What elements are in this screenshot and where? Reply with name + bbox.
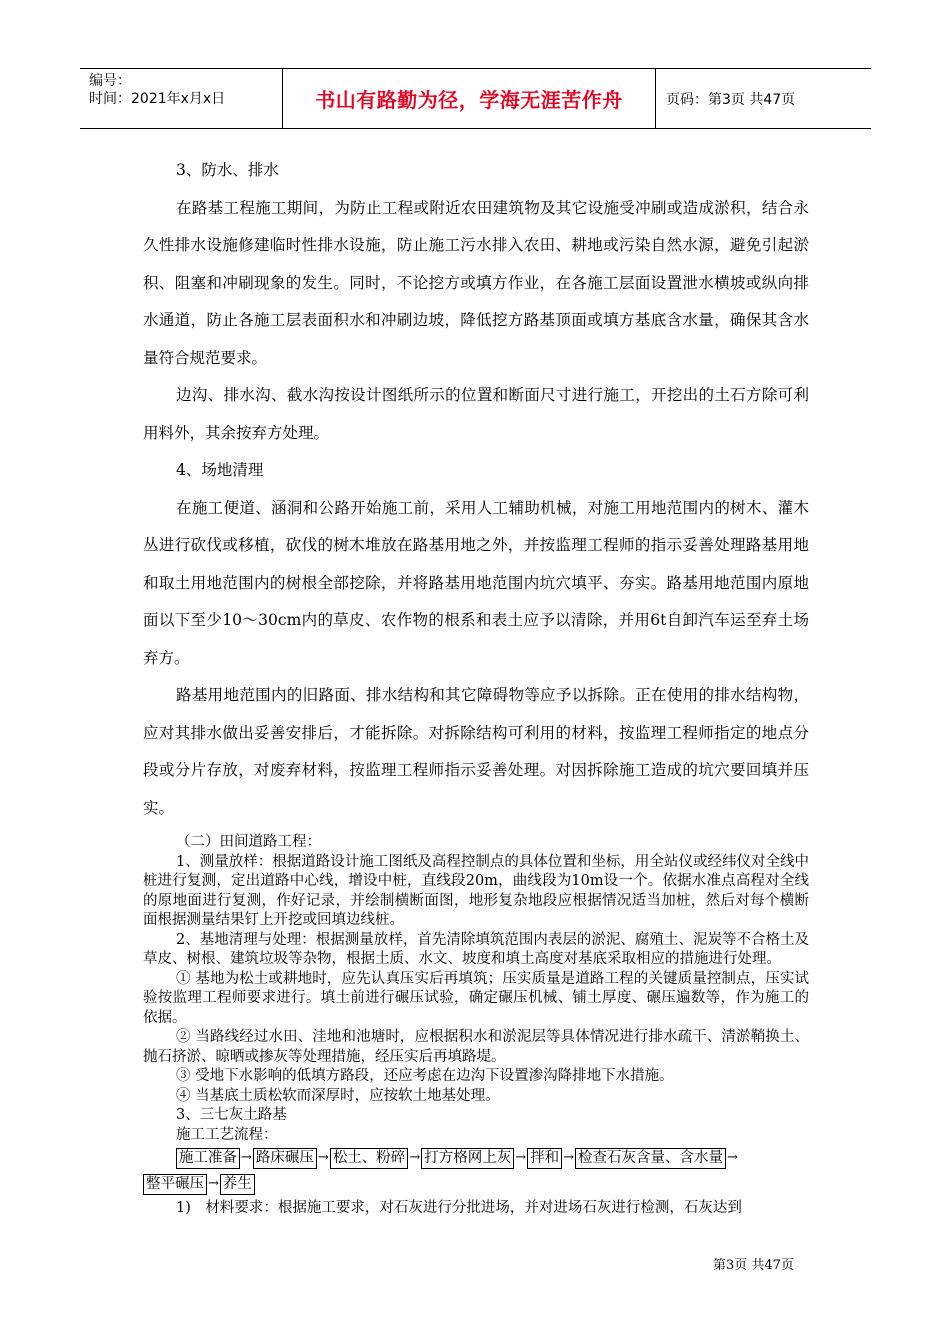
- arrow-right-icon: →: [563, 1150, 575, 1165]
- flow-step: 施工准备: [176, 1148, 240, 1169]
- process-label: 施工工艺流程：: [176, 1126, 278, 1143]
- document-body: [143, 152, 809, 1219]
- paragraph: 1) 材料要求：根据施工要求，对石灰进行分批进场，并对进场石灰进行检测，石灰达到: [176, 1200, 742, 1216]
- arrow-right-icon: →: [515, 1150, 527, 1165]
- paragraph: 边沟、排水沟、截水沟按设计图纸所示的位置和断面尺寸进行施工，开挖出的土石方除可利用料外，其余按弃方处理。: [143, 386, 809, 442]
- flow-step: 拌和: [527, 1148, 562, 1169]
- paragraph: 2、基地清理与处理：根据测量放样，首先清除填筑范围内表层的淤泥、腐殖土、泥炭等不合格土及草皮、树根、建筑垃圾等杂物，根据土质、水文、坡度和填土高度对基底采取相应的措施进行处理。: [143, 931, 809, 967]
- header-page-label: 页码：第3页 共47页: [666, 91, 796, 108]
- section-title-waterproof: 3、防水、排水: [176, 161, 279, 179]
- flow-row: [143, 1173, 255, 1195]
- page-header: [80, 68, 871, 129]
- arrow-right-icon: →: [241, 1150, 252, 1165]
- flow-row: [176, 1147, 739, 1169]
- section-title-lime: 3、三七灰土路基: [176, 1107, 287, 1123]
- list-item: ② 当路线经过水田、洼地和池塘时，应根据积水和淤泥层等具体情况进行排水疏干、清淤鞘换土、抛石挤淤、晾晒或掺灰等处理措施，经压实后再填路堤。: [143, 1029, 809, 1065]
- process-flow: [146, 1147, 816, 1199]
- section-title-clearing: 4、场地清理: [176, 461, 264, 479]
- header-meta: [80, 69, 283, 128]
- list-item: ④ 当基底土质松软而深厚时，应按软土地基处理。: [176, 1087, 500, 1104]
- flow-step: 整平碾压: [143, 1174, 207, 1195]
- flow-step: 路床碾压: [253, 1148, 317, 1169]
- section-title-field-road: （二）田间道路工程：: [176, 834, 321, 850]
- paragraph: 路基用地范围内的旧路面、排水结构和其它障碍物等应予以拆除。正在使用的排水结构物，应对其排水做出妥善安排后，才能拆除。对拆除结构可利用的材料，按监理工程师指定的地点分段或分片存放，对废弃材料，按监理工程师指示妥善处理。对因拆除施工造成的坑穴要回填并压实。: [143, 686, 809, 817]
- flow-step: 打方格网上灰: [421, 1148, 514, 1169]
- header-motto: 书山有路勤为径，学海无涯苦作舟: [283, 69, 656, 128]
- flow-step: 养生: [220, 1174, 255, 1195]
- field-road-section: [143, 833, 809, 1219]
- list-item: ① 基地为松土或耕地时，应先认真压实后再填筑；压实质量是道路工程的关键质量控制点，压实试验按监理工程师要求进行。填土前进行碾压试验，确定碾压机械、铺土厚度、碾压遍数等，作为施工的依据。: [143, 970, 809, 1026]
- arrow-right-icon: →: [208, 1176, 219, 1191]
- arrow-right-icon: →: [409, 1150, 421, 1165]
- paragraph: 1、测量放样：根据道路设计施工图纸及高程控制点的具体位置和坐标，用全站仪或经纬仪对全线中桩进行复测，定出道路中心线，增设中桩，直线段20m，曲线段为10m设一个。依据水准点高程对全线的原地面进行复测，作好记录，并绘制横断面图，地形复杂地段应根据情况适当加桩，然后对每个横断面根据测量结果钉上开挖或回填边线桩。: [143, 853, 809, 928]
- page-footer: 第3页 共47页: [713, 1258, 794, 1273]
- flow-step: 检查石灰含量、含水量: [575, 1148, 726, 1169]
- time-label: 时间：2021年x月x日: [89, 91, 226, 107]
- number-label: 编号：: [89, 73, 131, 89]
- flow-step: 松土、粉碎: [330, 1148, 409, 1169]
- paragraph: 在路基工程施工期间，为防止工程或附近农田建筑物及其它设施受冲刷或造成淤积，结合永久性排水设施修建临时性排水设施，防止施工污水排入农田、耕地或污染自然水源，避免引起淤积、阻塞和冲刷现象的发生。同时，不论挖方或填方作业，在各施工层面设置泄水横坡或纵向排水通道，防止各施工层表面积水和冲刷边坡，降低挖方路基顶面或填方基底含水量，确保其含水量符合规范要求。: [143, 198, 809, 367]
- arrow-right-icon: →: [317, 1150, 329, 1165]
- paragraph: 在施工便道、涵洞和公路开始施工前，采用人工辅助机械，对施工用地范围内的树木、灌木丛进行砍伐或移植，砍伐的树木堆放在路基用地之外，并按监理工程师的指示妥善处理路基用地和取土用地范围内的树根全部挖除，并将路基用地范围内坑穴填平、夯实。路基用地范围内原地面以下至少10～30cm内的草皮、农作物的根系和表土应予以清除，并用6t自卸汽车运至弃土场弃方。: [143, 498, 809, 667]
- list-item: ③ 受地下水影响的低填方路段，还应考虑在边沟下设置渗沟降排地下水措施。: [176, 1068, 674, 1084]
- arrow-right-icon: →: [727, 1150, 738, 1165]
